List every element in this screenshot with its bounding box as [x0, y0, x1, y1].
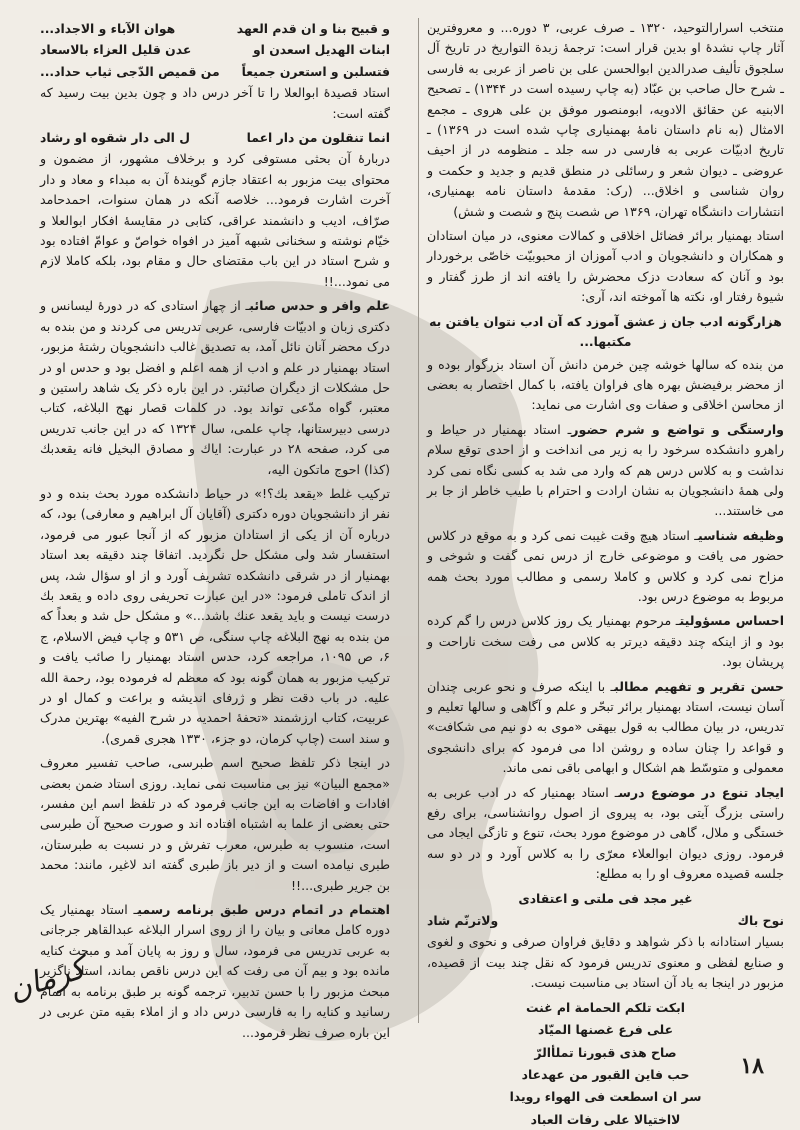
left-text-column	[40, 18, 391, 1040]
paragraph: بسیار استادانه با ذکر شواهد و دقایق فراوان صرفی و نحوی و لغوی و صنایع لفظی و معنوی تدریس فرمود که نقل چند بیت از قصیده، مزبور در اینجا به یاد آن استاد بی مناسبت نیست.	[427, 934, 784, 991]
verse-line: غیر مجد فی ملتی و اعتقادی	[518, 890, 693, 906]
paragraph	[427, 526, 784, 608]
hemistich: ابنات الهديل اسعدن او	[252, 42, 390, 58]
verse-couplet	[427, 911, 784, 931]
paragraph-body: ـ با اینکه صرف و نحو عربی چندان آسان نیست، استاد بهمنیار برائر تبحّر و علم و آگاهی و سالها تعلیم و تدریس، در بیان مطالب به قول بیهقی «موی به دو نیم می شکافت» و قواعد را چنان ساده و روشن ادا می فرمود که برای دانشجوی معمولی و متوسّط هم اشکال و ابهامی باقی نمی ماند.	[427, 678, 784, 776]
paragraph-body: ـ مرحوم بهمنیار یک روز کلاس درس را گم کرده بود و از اینکه چند دقیقه دیرتر به کلاس می رفت سخت ناراحت و پریشان بود.	[427, 613, 784, 670]
paragraph: استاد قصیدهٔ ابوالعلا را تا آخر درس داد و چون بدین بیت رسید که گفته است:	[40, 85, 390, 121]
hemistich: و قبيح بنا و ان قدم العهد	[236, 21, 390, 36]
section-heading: اهتمام در اتمام درس طبق برنامه رسمی	[137, 902, 390, 918]
paragraph: ترکیب غلط «یقعد بك؟!» در حیاط دانشکده مورد بحث بنده و دو نفر از دانشجویان دوره دکتری (آقایان آل ابراهیم و معارفی) بود، که درباره آن از یکی از استادان مزبور که از آنجا عبور می فرمود، استفسار شد ولی مشکل حل نگردید. اتفاقا چند دقیقه بعد استاد بهمنیار از در شرقی دانشکده تشریف آورد و از او سؤال شد، پس از اندک تاملی فرمود: «در این عبارت تحریفی روی داده و یقعد بك درست نیست و باید یقعد عنك باشد...» و مشکل حل شد و بعداً که من بنده به نهج البلاغه چاپ سنگی، ص ۵۳۱ و چاپ فیض الاسلام، ج ۶، ص ۱۰۹۵، مراجعه کرد، حدس استاد بهمنیار را صائب یافت و ترکیب مزبور به همان گونه بود که معظم له فرموده بود، رحمة الله علیه. در باب دقت نظر و ژرفای اندیشه و براعت و کمال او در عربیت، کتاب ارزشمند «تحفهٔ احمدیه در شرح الفیه» بهترین مدرک و سند است (چاپ کرمان، دو جزء، ۱۳۳۰ هجری قمری).	[40, 485, 390, 746]
paragraph	[427, 783, 784, 885]
paragraph	[40, 900, 390, 1043]
hemistich: هوان الآباء و الاجداد...	[40, 21, 176, 36]
hemistich: ل الى دار شقوه او رشاد	[40, 130, 190, 146]
paragraph: منتخب اسرارالتوحید، ۱۳۲۰ ـ صرف عربی، ۳ دوره... و معروفترین آثار چاپ نشدهٔ او بدین قرار است: ترجمهٔ زبدة التواریخ در تاریخ آل سلجوق تألیف صدرالدین ابوالحسن علی بن ناصر از عربی به فارسی ـ شرح حال صاحب بن عبّاد (به چاپ رسیده است در ۱۳۴۴) ـ تصحیح الابنیه عن حقائق الادویه، ابومنصور موفق بن علی هروی ـ مجمع الامثال (به نام داستان نامهٔ بهمنیاری چاپ شده است در ۱۳۶۹) ـ تاریخ ادبیّات عربی به فارسی در سه جلد ـ منظومه در از احیف عروضی ـ دیوان شعر و رسائلی در منطق قدیم و جدید و حکمت و روان شناسی و اخلاق... (رک: مقدمهٔ داستان نامه بهمنیاری، انتشارات دانشگاه تهران، ۱۳۶۹ ص شصت پنج و شصت و شش)	[427, 20, 784, 219]
paragraph	[40, 296, 390, 480]
section-heading: احساس مسؤولیت	[679, 613, 785, 629]
verse-line: ابكت تلكم الحمامة ام غنت	[525, 999, 686, 1015]
paragraph-body: ـ استاد بهمنیار در حیاط و راهرو دانشکده سرخود را به زیر می انداخت و از احدی توقع سلام نداشت و به کلاس درس هم که وارد می شد به کسی نگاه نمی کرد ولی همهٔ دانشجویان به نشان ارادت و احترام با طیب خاطر از جا بر می خاستند...	[427, 421, 784, 519]
paragraph: من بنده که سالها خوشه چین خرمن دانش آن استاد بزرگوار بوده و از محضر برفیضش بهره های فراوان یافته، با کمال اختصار به بعضی از محاسن اخلاقی و صفات وی اشارت می نماید:	[427, 356, 784, 413]
verse-couplet	[40, 19, 390, 39]
paragraph	[427, 611, 784, 672]
magazine-logo: کرمان	[4, 950, 90, 1009]
verse-couplet	[40, 128, 390, 148]
paragraph-body: ـ استاد هیچ وقت غیبت نمی کرد و به موقع در کلاس حضور می یافت و موضوعی خارج از درس نمی گفت و شوخی و مزاح نمی کرد و کلاس و کاملا رسمی و مطالب مورد بحث همه مربوط به موضوع درس بود.	[427, 527, 784, 604]
paragraph-body: ـ از چهار استادی که در دورهٔ لیسانس و دکتری زبان و ادبیّات فارسی، عربی تدریس می کردند و من بنده به درک محضر آنان نائل آمد، به تصدیق غالب دانشجویان رشتهٔ مزبور، استاد بهمنیار در علم و ادب از همه اعلم و افضل بود و حدس او در حل مشکلات از دیگران صائبتر. در این باره ذکر یک شاهد راستین و معتبر، گواه مدّعی تواند بود. در کلمات قصار نهج البلاغه، کتاب درسی دبیرستانها، چاپ علمی، سال ۱۳۲۴ که در این جانب تدریس می کرد، صفحه ۲۸ در عبارت: ایاك و مصادق البخیل فانه یقعدبك (کذا) احوج ماتكون الیه،	[40, 298, 391, 477]
hemistich: فتسلبن و استعرن جميعاً	[241, 63, 390, 79]
paragraph: در اینجا ذکر تلفظ صحیح اسم طبرسی، صاحب تفسیر معروف «مجمع البیان» نیز بی مناسبت نمی نماید. روزی استاد ضمن بعضی افادات و افاضات به این جانب فرمود که در تلفظ اسم این مفسر، حتی بعضی از علما به اشتباه افتاده اند و صورت صحیح آن طبرسی است، منسوب به طبرس، معرب تفرش و در نسبت به طبرستان، طبری نیامده است و از دیر باز طبری گفته اند لاغیر، مانند: محمد بن جریر طبری...!!	[40, 755, 390, 893]
section-heading: حسن تقریر و تفهیم مطالب	[614, 678, 784, 694]
verse-line: هزارگونه ادب جان ز عشق آموزد که آن ادب نتوان یافتن به مکتبها...	[429, 313, 782, 350]
paragraph	[427, 420, 784, 522]
paragraph: استاد بهمنیار برائر فضائل اخلاقی و کمالات معنوی، در میان استادان و همکاران و دانشجویان و ادب آموزان از محبوبیّت خاصّی برخوردار بود و آنان که سعادت دزک محضرش را یافته اند از طرز گفتار و شیوهٔ رفتار او، نکته ها آموخته اند، آری:	[427, 228, 784, 305]
section-heading: وظیفه شناسی	[697, 527, 784, 543]
verse-couplet	[40, 40, 390, 60]
section-heading: ایجاد تنوع در موضوع درس	[618, 784, 784, 800]
paragraph	[427, 677, 784, 779]
hemistich: عدن قليل العزاء بالاسعاد	[40, 42, 192, 58]
paragraph-body: ـ استاد بهمنیار یک دوره کامل معانی و بیان را از روی اسرار البلاغه عبدالقاهر جرجانی به عربی تدریس می فرمود، سال و روز به پایان آمد و مبحث کنایه مانده بود و بیم آن می رفت که این درس ناقص بماند، استاد ناگزیر مبحث مزبور را با حسن تدبیر، ترجمه گونه بر طبق برنامه به اتمام رسانید و کنایه را به فارسی درس داد و از املاء بقیه متن عربی در این باره صرف نظر فرمود...	[40, 902, 390, 1040]
verse-line: صاح هذى قبورنا تملأالرّ	[534, 1044, 677, 1060]
paragraph: دربارهٔ آن بحثی مستوفی کرد و برخلاف مشهور، از مضمون و محتوای بیت مزبور به اعتقاد جازم گویندهٔ آن به مبداء و معاد و دار آخرت اشارت فرمود... خلاصه آنکه در همان سنوات، احمدحامد صرّاف، ادیب و دانشمند عراقی، کتابی در مقایسهٔ افکار ابوالعلا و خیّام نوشته و سخنانی شبهه آمیز در افواه خواصّ و عوامّ افتاده بود و شرح استاد در این باب مقتضای حال و مقام بود، بلکه کاملا لازم می نمود...!!	[40, 151, 390, 289]
hemistich: من قميص الدّجى ثياب حداد...	[40, 63, 220, 79]
paragraph-body: ـ استاد بهمنیار که در ادب عربی به راستی بزرگ آیتی بود، به پیروی از اصول روانشناسی، برای رفع خستگی و ملال، گاهی در موضوع مورد بحث، تنوع و تازگی ایجاد می فرمود. روزی دیوان ابوالعلاء معرّی را به کلاس آورد و در دو سه جلسه قصیده معروف او را به مطلع:	[427, 784, 784, 882]
verse-line: سر ان اسطعت فى الهواء رويدا	[509, 1089, 702, 1105]
page-number: ۱۸	[740, 1053, 764, 1079]
verse-couplet	[40, 62, 390, 82]
section-heading: علم وافر و حدس صائب	[249, 298, 390, 314]
hemistich: نوح باك	[737, 913, 784, 929]
verse-line: على فرع غصنها الميّاد	[537, 1022, 674, 1038]
hemistich: انما تنقلون من دار اعما	[246, 130, 390, 146]
verse-line: لااختيالا على رفات العباد	[530, 1111, 681, 1127]
verse-line: حب فاين القبور من عهدعاد	[521, 1066, 690, 1082]
section-heading: وارستگی و تواضع و شرم حضور	[571, 421, 784, 437]
hemistich: ولاترنّم شاد	[427, 913, 499, 929]
